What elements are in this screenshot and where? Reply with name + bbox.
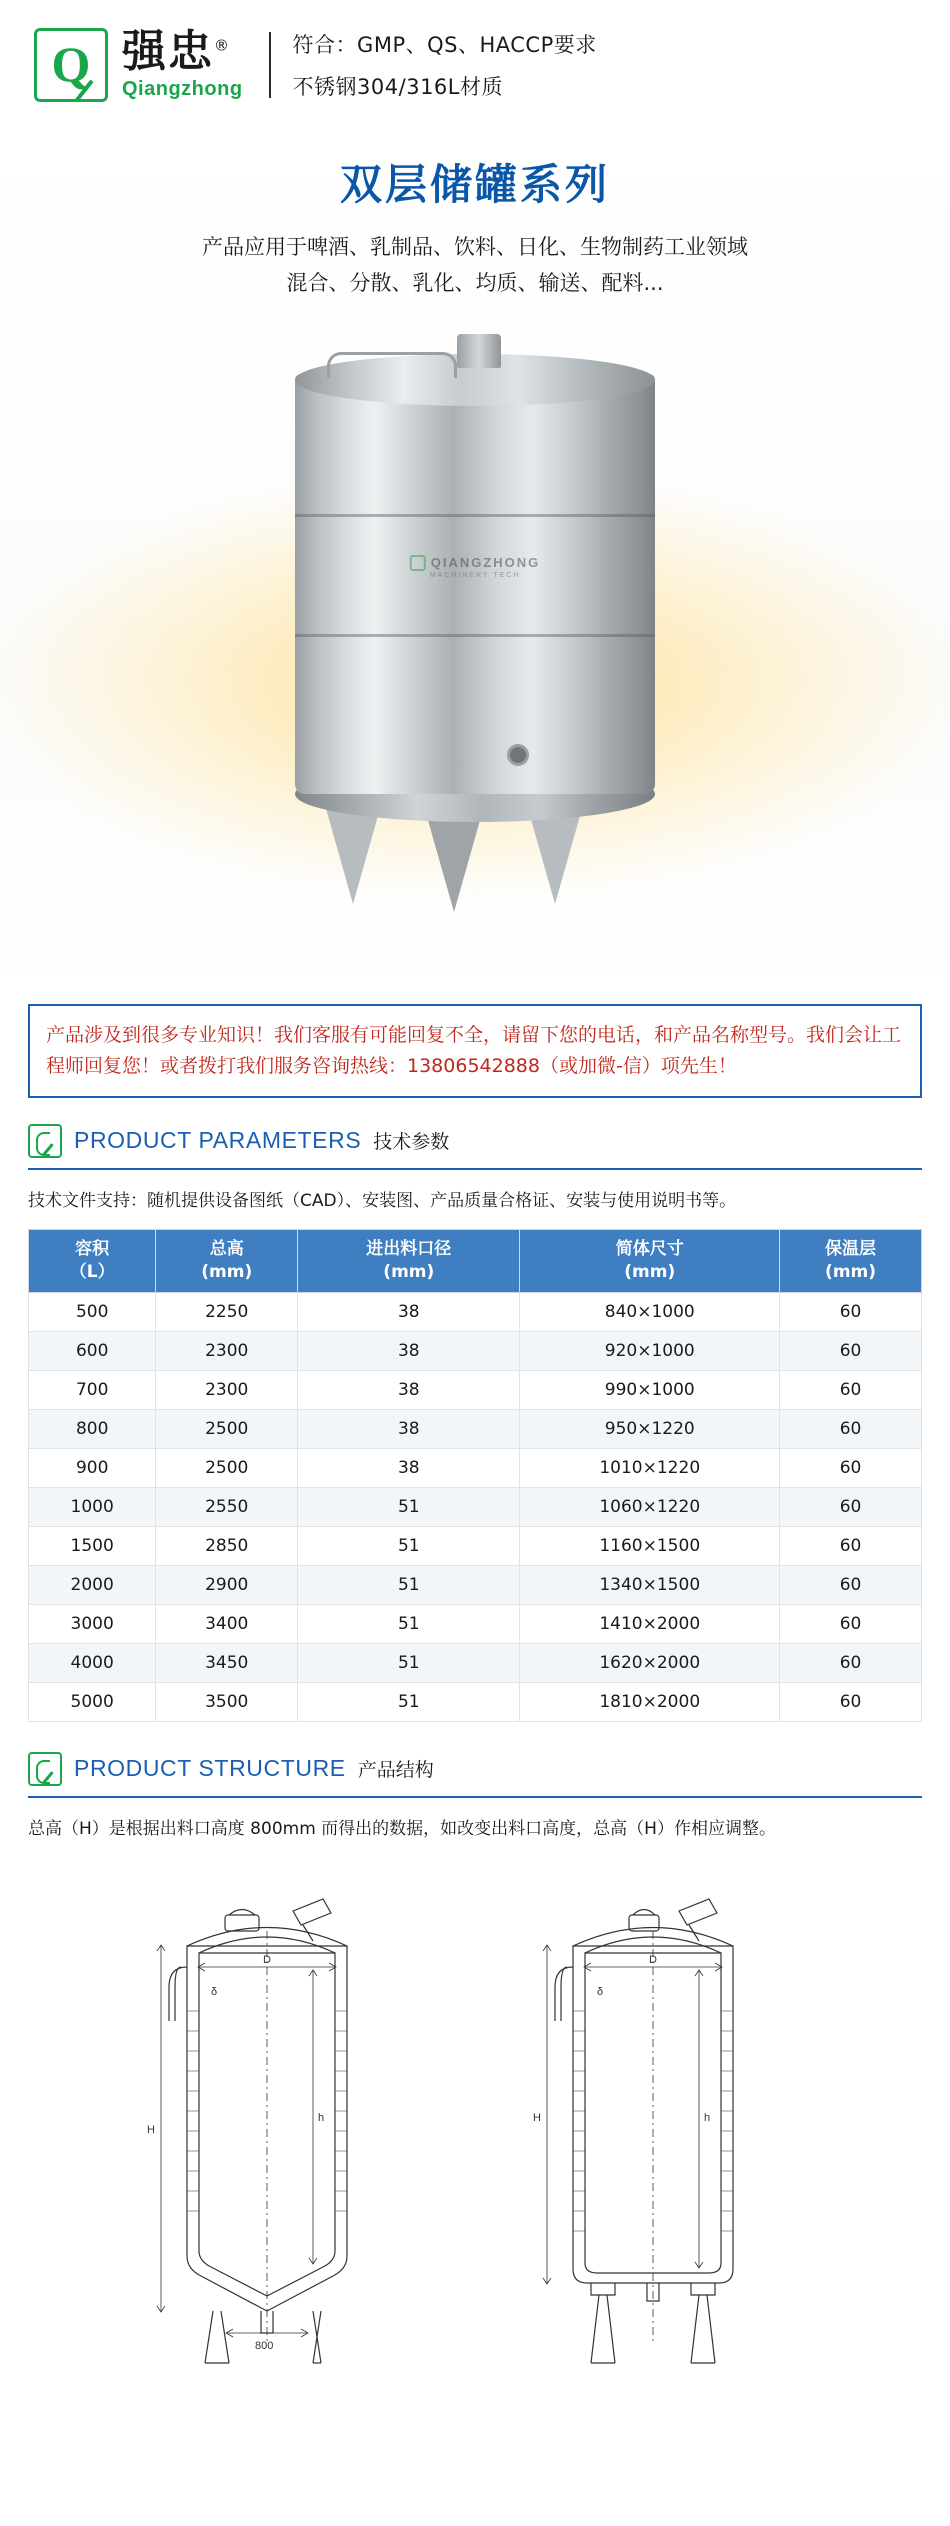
structure-drawings — [0, 1861, 950, 2401]
cell-insulation: 60 — [780, 1292, 922, 1331]
material-line: 不锈钢304/316L材质 — [292, 75, 503, 99]
header-divider — [269, 32, 271, 98]
cell-volume: 2000 — [29, 1565, 156, 1604]
label-h-inner-left: h — [318, 2111, 325, 2124]
cell-total-height: 2900 — [156, 1565, 298, 1604]
cell-port-diameter: 51 — [298, 1487, 520, 1526]
tank-handrail — [327, 352, 457, 378]
column-header-port-diameter — [298, 1229, 520, 1292]
hero-subtitle-line1: 产品应用于啤酒、乳制品、饮料、日化、生物制药工业领域 — [202, 235, 748, 259]
column-header-insulation-unit: (mm) — [825, 1261, 877, 1282]
logo-chinese-name — [122, 26, 243, 78]
cell-body-size: 840×1000 — [520, 1292, 780, 1331]
label-d-left: D — [263, 1953, 271, 1966]
label-delta-left: δ — [211, 1985, 218, 1998]
cell-port-diameter: 38 — [298, 1448, 520, 1487]
drawing-left — [117, 1871, 447, 2371]
column-header-port-diameter-cn: 进出料口径 — [366, 1238, 452, 1259]
logo-text — [122, 26, 243, 100]
cell-volume: 5000 — [29, 1682, 156, 1721]
cell-total-height: 2550 — [156, 1487, 298, 1526]
table-row — [29, 1682, 922, 1721]
logo-badge-icon — [28, 1752, 62, 1786]
table-row — [29, 1292, 922, 1331]
cell-body-size: 1810×2000 — [520, 1682, 780, 1721]
cell-total-height: 3450 — [156, 1643, 298, 1682]
cell-body-size: 1010×1220 — [520, 1448, 780, 1487]
section-title-cn-parameters: 技术参数 — [373, 1131, 450, 1154]
table-row — [29, 1409, 922, 1448]
tank-shell — [295, 374, 655, 794]
column-header-body-size-unit: (mm) — [624, 1261, 676, 1282]
cell-insulation: 60 — [780, 1565, 922, 1604]
cell-insulation: 60 — [780, 1448, 922, 1487]
cell-volume: 4000 — [29, 1643, 156, 1682]
column-header-port-diameter-unit: (mm) — [383, 1261, 435, 1282]
tank-hatch — [457, 334, 501, 368]
hero-subtitle — [0, 230, 950, 301]
drawing-right-svg — [503, 1871, 833, 2371]
table-row — [29, 1565, 922, 1604]
page-title: 双层储罐系列 — [339, 160, 610, 209]
logo-badge-icon — [28, 1124, 62, 1158]
cell-insulation: 60 — [780, 1370, 922, 1409]
cell-insulation: 60 — [780, 1409, 922, 1448]
cell-port-diameter: 51 — [298, 1526, 520, 1565]
section-header-structure — [28, 1752, 922, 1798]
table-row — [29, 1331, 922, 1370]
table-row — [29, 1604, 922, 1643]
cell-volume: 800 — [29, 1409, 156, 1448]
brand-logo — [34, 28, 269, 102]
cell-insulation: 60 — [780, 1331, 922, 1370]
cell-total-height: 2850 — [156, 1526, 298, 1565]
tank-logo-en: QIANGZHONG — [430, 555, 541, 570]
table-row — [29, 1487, 922, 1526]
cell-volume: 700 — [29, 1370, 156, 1409]
tank-photo — [235, 314, 715, 914]
section-title-en-parameters: PRODUCT PARAMETERS — [74, 1127, 362, 1154]
cell-volume: 1500 — [29, 1526, 156, 1565]
registered-mark: ® — [214, 36, 231, 55]
cell-insulation: 60 — [780, 1643, 922, 1682]
cell-volume: 900 — [29, 1448, 156, 1487]
cell-insulation: 60 — [780, 1604, 922, 1643]
cell-body-size: 1620×2000 — [520, 1643, 780, 1682]
logo-letter-q: Q — [51, 36, 91, 92]
section-title-cn-structure: 产品结构 — [357, 1759, 434, 1782]
cell-port-diameter: 51 — [298, 1565, 520, 1604]
cell-port-diameter: 38 — [298, 1370, 520, 1409]
tank-logo-sub: MACHINERY TECH — [429, 572, 521, 579]
label-d-right: D — [649, 1953, 657, 1966]
column-header-body-size — [520, 1229, 780, 1292]
certification-line: 符合：GMP、QS、HACCP要求 — [292, 33, 597, 57]
table-row — [29, 1448, 922, 1487]
column-header-volume-cn: 容积 — [75, 1238, 110, 1259]
tank-brand-print — [410, 554, 541, 579]
label-h-inner-right: h — [704, 2111, 711, 2124]
label-h-right: H — [533, 2111, 541, 2124]
cell-body-size: 1340×1500 — [520, 1565, 780, 1604]
cell-port-diameter: 38 — [298, 1331, 520, 1370]
tank-weld-band-lower — [295, 634, 655, 637]
column-header-volume — [29, 1229, 156, 1292]
table-head — [29, 1229, 922, 1292]
cell-port-diameter: 38 — [298, 1292, 520, 1331]
section-title-en-structure: PRODUCT STRUCTURE — [74, 1755, 346, 1782]
logo-english-name: Qiangzhong — [122, 77, 243, 100]
cell-volume: 1000 — [29, 1487, 156, 1526]
header-taglines — [293, 29, 597, 101]
cell-body-size: 950×1220 — [520, 1409, 780, 1448]
cell-body-size: 1060×1220 — [520, 1487, 780, 1526]
cell-total-height: 2300 — [156, 1370, 298, 1409]
column-header-body-size-cn: 简体尺寸 — [615, 1238, 684, 1259]
column-header-insulation — [780, 1229, 922, 1292]
column-header-volume-unit: （L） — [69, 1261, 115, 1282]
cell-insulation: 60 — [780, 1682, 922, 1721]
cell-volume: 500 — [29, 1292, 156, 1331]
logo-cn-text: 强忠 — [122, 26, 214, 78]
cell-body-size: 1160×1500 — [520, 1526, 780, 1565]
logo-icon — [34, 28, 108, 102]
column-header-total-height — [156, 1229, 298, 1292]
column-header-total-height-unit: (mm) — [201, 1261, 253, 1282]
column-header-total-height-cn: 总高 — [209, 1238, 244, 1259]
cell-total-height: 3400 — [156, 1604, 298, 1643]
technical-docs-note: 技术文件支持：随机提供设备图纸（CAD）、安装图、产品质量合格证、安装与使用说明书等。 — [28, 1190, 737, 1211]
cell-insulation: 60 — [780, 1526, 922, 1565]
cell-body-size: 990×1000 — [520, 1370, 780, 1409]
section-header-parameters — [28, 1124, 922, 1170]
cell-volume: 600 — [29, 1331, 156, 1370]
cell-port-diameter: 51 — [298, 1682, 520, 1721]
cell-total-height: 2500 — [156, 1409, 298, 1448]
cell-body-size: 920×1000 — [520, 1331, 780, 1370]
cell-total-height: 2300 — [156, 1331, 298, 1370]
tank-logo-icon — [410, 555, 426, 571]
drawing-right — [503, 1871, 833, 2371]
cell-body-size: 1410×2000 — [520, 1604, 780, 1643]
cell-port-diameter: 51 — [298, 1643, 520, 1682]
column-header-insulation-cn: 保温层 — [825, 1238, 877, 1259]
parameters-table — [28, 1229, 922, 1722]
label-delta-right: δ — [597, 1985, 604, 1998]
service-notice — [28, 1004, 922, 1098]
tank-weld-band-upper — [295, 514, 655, 517]
cell-total-height: 3500 — [156, 1682, 298, 1721]
label-h-left: H — [147, 2123, 155, 2136]
drawing-left-svg — [117, 1871, 447, 2371]
cell-insulation: 60 — [780, 1487, 922, 1526]
cell-volume: 3000 — [29, 1604, 156, 1643]
table-row — [29, 1643, 922, 1682]
tank-valve-icon — [507, 744, 529, 766]
hero-subtitle-line2: 混合、分散、乳化、均质、输送、配料... — [286, 270, 664, 295]
cell-port-diameter: 38 — [298, 1409, 520, 1448]
page-header — [0, 0, 950, 124]
table-row — [29, 1370, 922, 1409]
table-body — [29, 1292, 922, 1721]
table-header-row — [29, 1229, 922, 1292]
cell-total-height: 2500 — [156, 1448, 298, 1487]
cell-port-diameter: 51 — [298, 1604, 520, 1643]
label-800-left: 800 — [255, 2339, 274, 2352]
service-notice-text: 产品涉及到很多专业知识！我们客服有可能回复不全，请留下您的电话，和产品名称型号。我们会让工程师回复您！或者拨打我们服务咨询热线：13806542888（或加微-信）项先生！ — [46, 1024, 902, 1077]
table-row — [29, 1526, 922, 1565]
structure-note: 总高（H）是根据出料口高度 800mm 而得出的数据，如改变出料口高度，总高（H）作相应调整。 — [28, 1818, 776, 1839]
hero-banner — [0, 124, 950, 1004]
cell-total-height: 2250 — [156, 1292, 298, 1331]
